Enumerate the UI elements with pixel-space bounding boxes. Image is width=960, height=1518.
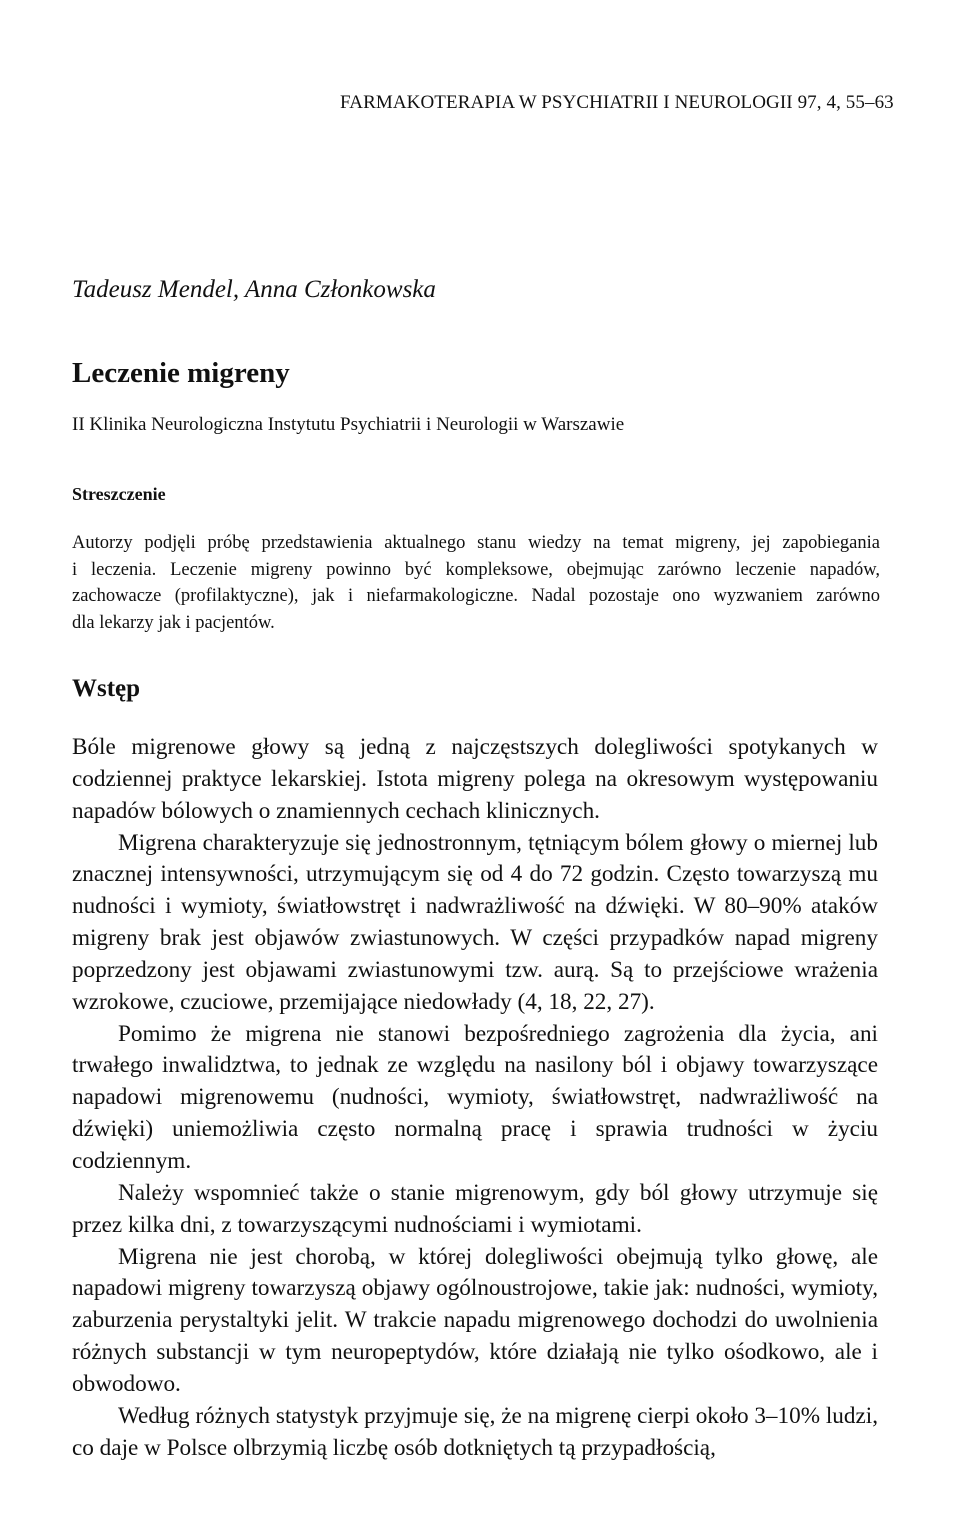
abstract-text <box>72 530 880 636</box>
abstract-line: zachowacze (profilaktyczne), jak i niefarmakologiczne. Nadal pozostaje ono wyzwaniem zarówno <box>72 586 880 606</box>
abstract-line: Autorzy podjęli próbę przedstawienia aktualnego stanu wiedzy na temat migreny, jej zapobiegania <box>72 533 880 553</box>
abstract-line: dla lekarzy jak i pacjentów. <box>72 612 275 633</box>
abstract-line: i leczenia. Leczenie migreny powinno być kompleksowe, obejmując zarówno leczenie napadów, <box>72 559 880 580</box>
body-paragraph: Pomimo że migrena nie stanowi bezpośredniego zagrożenia dla życia, ani trwałego inwalidztwa, to jednak ze względu na nasilony ból i objawy towarzyszące napadowi migrenowemu (nudności, wymioty, światłowstręt, nadwrażliwość na dźwięki) uniemożliwia często normalną pracę i sprawia trudności w życiu codziennym. <box>72 1020 878 1174</box>
running-head: FARMAKOTERAPIA W PSYCHIATRII I NEUROLOGII 97, 4, 55–63 <box>340 92 894 113</box>
body-paragraph: Migrena charakteryzuje się jednostronnym, tętniącym bólem głowy o miernej lub znacznej intensywności, utrzymującym się od 4 do 72 godzin. Często towarzyszą mu nudności i wymioty, światłowstręt i nadwrażliwość na dźwięki. W 80–90% ataków migreny brak jest objawów zwiastunowych. W części przypadków napad migreny poprzedzony jest objawami zwiastunowymi tzw. aurą. Są to przejściowe wrażenia wzrokowe, czuciowe, przemijające niedowłady (4, 18, 22, 27). <box>72 829 878 1015</box>
section-heading: Wstęp <box>72 675 141 702</box>
article-title: Leczenie migreny <box>72 357 290 389</box>
abstract-heading: Streszczenie <box>72 484 166 504</box>
body-paragraph: Migrena nie jest chorobą, w której dolegliwości obejmują tylko głowę, ale napadowi migreny towarzyszą objawy ogólnoustrojowe, takie jak: nudności, wymioty, zaburzenia perystaltyki jelit. W trakcie napadu migrenowego dochodzi do uwolnienia różnych substancji w tym neuropeptydów, które działają nie tylko ośodkowo, ale i obwodowo. <box>72 1243 878 1397</box>
body-paragraph: Według różnych statystyk przyjmuje się, że na migrenę cierpi około 3–10% ludzi, co daje w Polsce olbrzymią liczbę osób dotkniętych tą przypadłością, <box>72 1402 878 1461</box>
section-body <box>72 732 878 1464</box>
author-affiliation: II Klinika Neurologiczna Instytutu Psychiatrii i Neurologii w Warszawie <box>72 414 625 435</box>
body-paragraph: Bóle migrenowe głowy są jedną z najczęstszych dolegliwości spotykanych w codziennej praktyce lekarskiej. Istota migreny polega na okresowym występowaniu napadów bólowych o znamiennych cechach klinicznych. <box>72 734 878 824</box>
article-authors: Tadeusz Mendel, Anna Członkowska <box>72 276 436 303</box>
body-paragraph: Należy wspomnieć także o stanie migrenowym, gdy ból głowy utrzymuje się przez kilka dni, z towarzyszącymi nudnościami i wymiotami. <box>72 1179 878 1238</box>
